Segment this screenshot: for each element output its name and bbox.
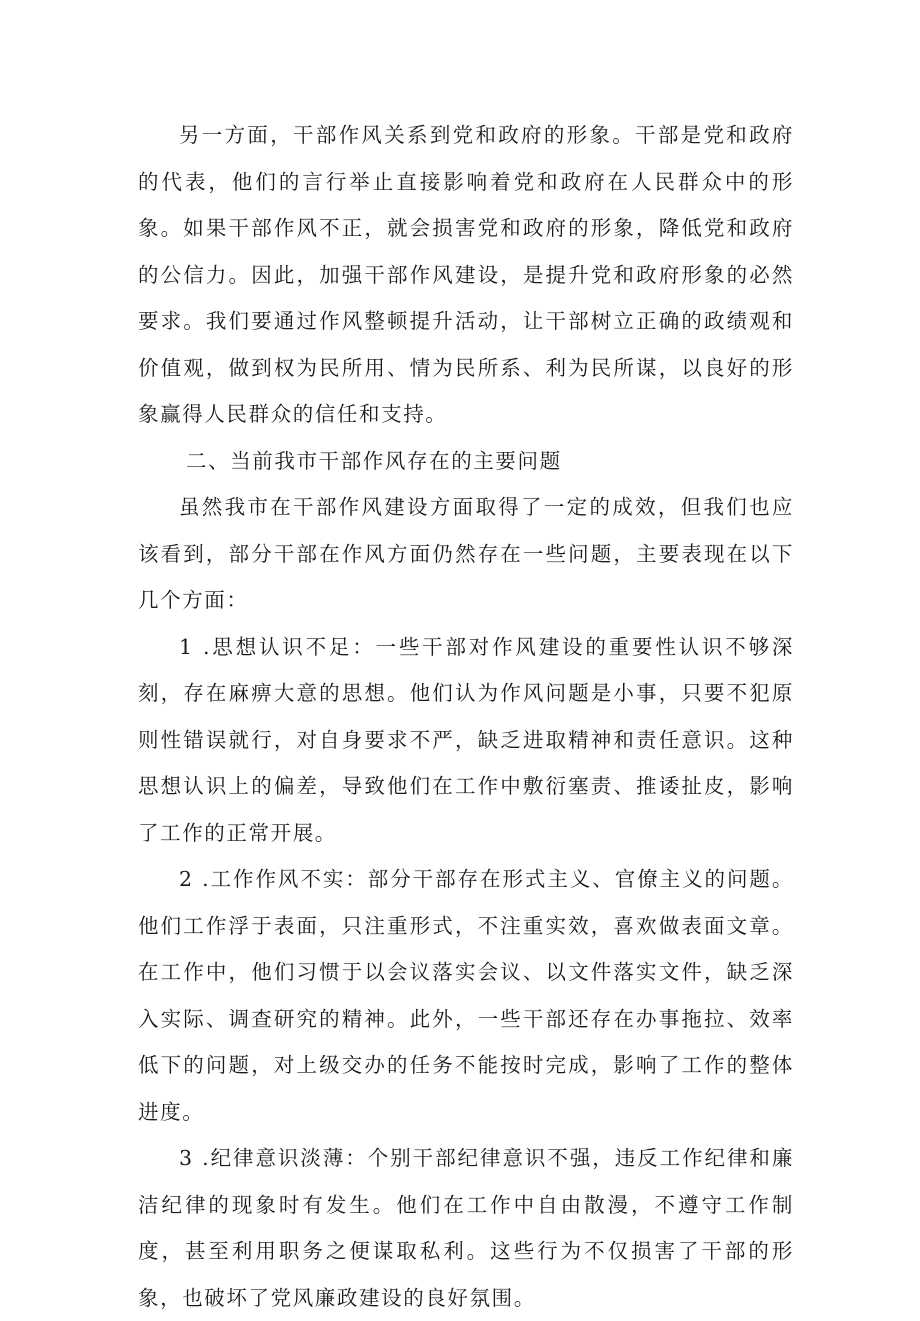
paragraph-party-government-image: 另一方面，干部作风关系到党和政府的形象。干部是党和政府的代表，他们的言行举止直接影响着党和政府在人民群众中的形象。如果干部作风不正，就会损害党和政府的形象，降低党和政府的公信力。因此，加强干部作风建设，是提升党和政府形象的必然要求。我们要通过作风整顿提升活动，让干部树立正确的政绩观和价值观，做到权为民所用、情为民所系、利为民所谋，以良好的形象赢得人民群众的信任和支持。	[138, 123, 794, 426]
paragraph-point-2-work-style: 2 .工作作风不实：部分干部存在形式主义、官僚主义的问题。他们工作浮于表面，只注重形式，不注重实效，喜欢做表面文章。在工作中，他们习惯于以会议落实会议、以文件落实文件，缺乏深入实际、调查研究的精神。此外，一些干部还存在办事拖拉、效率低下的问题，对上级交办的任务不能按时完成，影响了工作的整体进度。	[138, 867, 794, 1124]
paragraph-point-1-ideological-awareness: 1 .思想认识不足：一些干部对作风建设的重要性认识不够深刻，存在麻痹大意的思想。他们认为作风问题是小事，只要不犯原则性错误就行，对自身要求不严，缺乏进取精神和责任意识。这种思想认识上的偏差，导致他们在工作中敷衍塞责、推诿扯皮，影响了工作的正常开展。	[138, 634, 794, 845]
section-heading-main-problems: 二、当前我市干部作风存在的主要问题	[186, 448, 562, 473]
document-body	[138, 112, 794, 1321]
paragraph-problems-intro: 虽然我市在干部作风建设方面取得了一定的成效，但我们也应该看到，部分干部在作风方面仍然存在一些问题，主要表现在以下几个方面：	[138, 495, 794, 612]
paragraph-point-3-discipline-awareness: 3 .纪律意识淡薄：个别干部纪律意识不强，违反工作纪律和廉洁纪律的现象时有发生。他们在工作中自由散漫，不遵守工作制度，甚至利用职务之便谋取私利。这些行为不仅损害了干部的形象，也破坏了党风廉政建设的良好氛围。	[138, 1146, 794, 1310]
